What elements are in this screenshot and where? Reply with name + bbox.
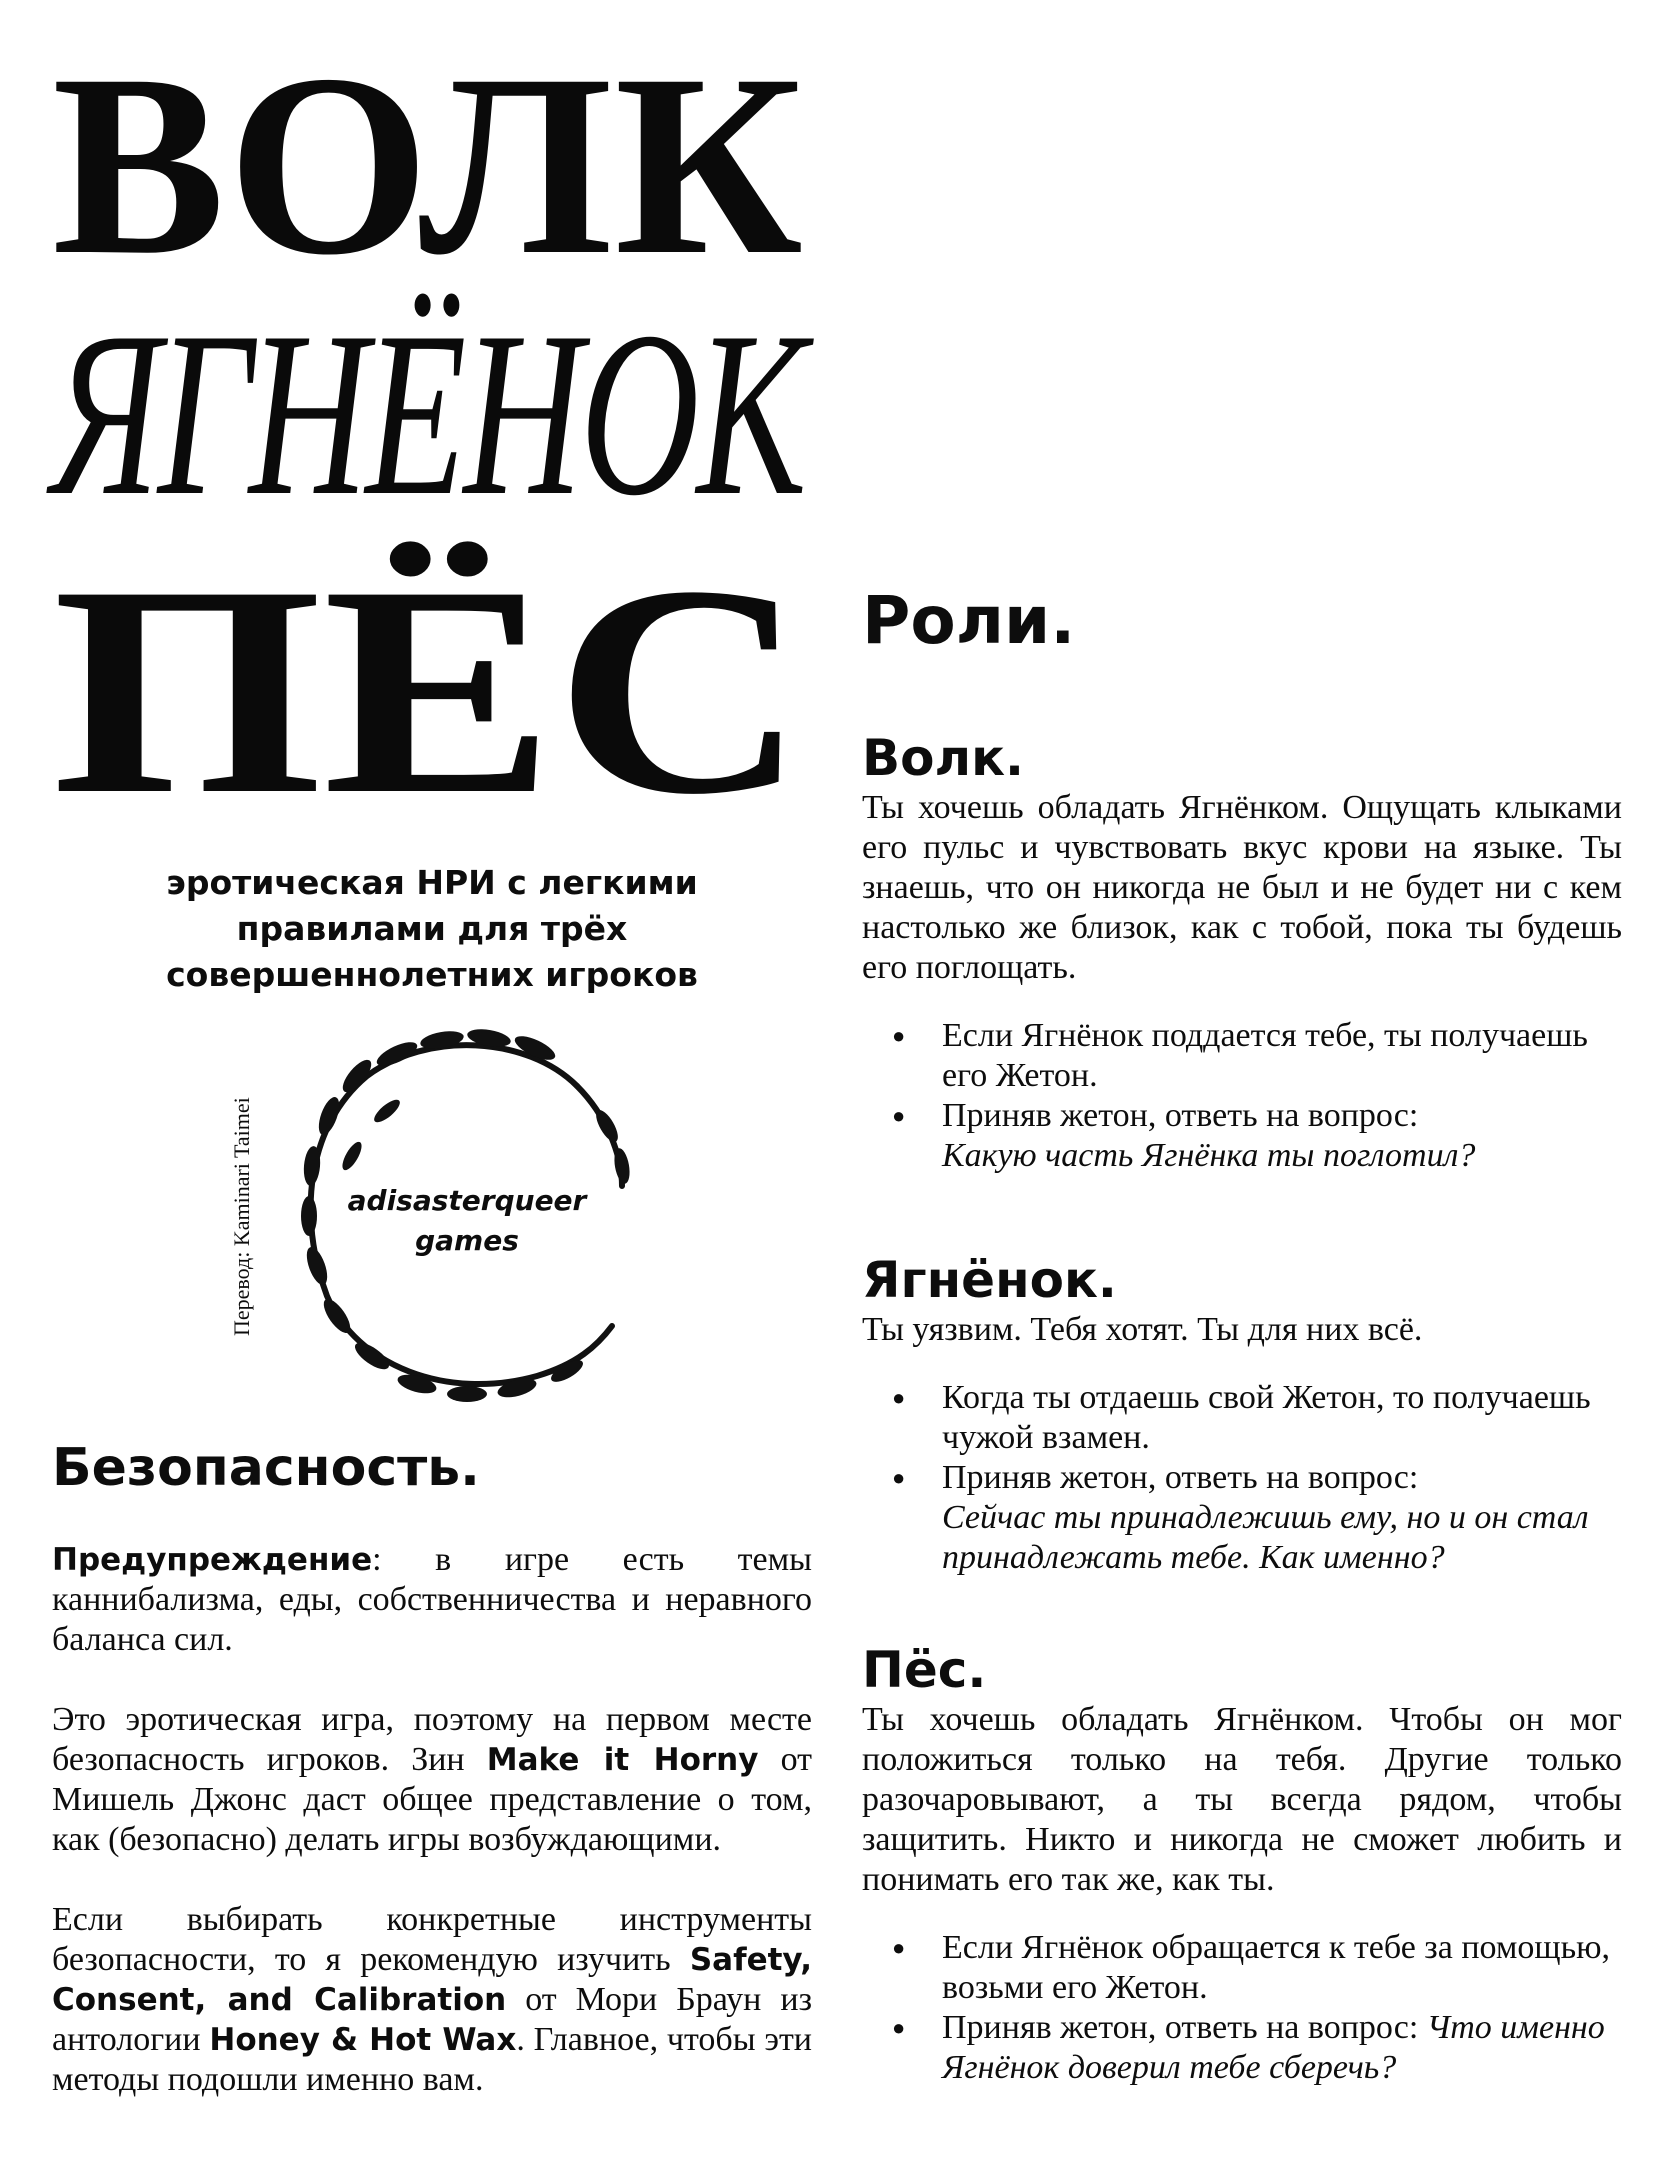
role-question: Сейчас ты принадлежишь ему, но и он стал принадлежать тебе. Как именно? [942, 1499, 1589, 1576]
rule-item [942, 1096, 1622, 1176]
text-span: от Мори Браун из антологии [52, 1981, 812, 2058]
publisher-name-line: games [415, 1224, 519, 1257]
text-span: от Мишель Джонс даст общее представление о том, как (безопасно) делать игры возбуждающими. [52, 1741, 812, 1858]
translator-credit: Перевод: Kaminari Taimei [229, 1097, 254, 1336]
safety-paragraph [52, 1540, 812, 1660]
rule-item: ● Когда ты отдаешь свой Жетон, то получаешь чужой взамен. [942, 1378, 1622, 1458]
rule-item [942, 1458, 1622, 1578]
zine-title: Make it Horny [486, 1742, 759, 1778]
rule-item [942, 2008, 1622, 2088]
title-lamb: ЯГНЁНОК [52, 284, 804, 545]
subtitle-line: эротическая НРИ с легкими [166, 863, 698, 902]
roles-heading: Роли. [862, 582, 1076, 659]
rule-item: ● Если Ягнёнок поддается тебе, ты получаешь его Жетон. [942, 1016, 1622, 1096]
text-span: . Главное, чтобы эти методы подошли именно вам. [52, 2021, 812, 2098]
text-span: Если выбирать конкретные инструменты безопасности, то я рекомендую изучить [52, 1901, 812, 1978]
role-rules [862, 1378, 1622, 1578]
publisher-name-line: adisasterqueer [347, 1184, 587, 1217]
subtitle-line: правилами для трёх [236, 909, 628, 948]
text-span: Приняв жетон, ответь на вопрос: [942, 1459, 1419, 1496]
safety-paragraph [52, 1900, 812, 2100]
subtitle [52, 860, 812, 998]
text-span: : в игре есть темы каннибализма, еды, собственничества и неравного баланса сил. [52, 1541, 812, 1658]
subtitle-line: совершеннолетних игроков [166, 955, 698, 994]
safety-heading: Безопасность. [52, 1438, 480, 1498]
role-description: Ты хочешь обладать Ягнёнком. Ощущать клыками его пульс и чувствовать вкус крови на языке. Ты знаешь, что он никогда не был и не будет ни с кем настолько же близок, как с тобой, пока ты будешь его поглощать. [862, 789, 1622, 986]
publisher-logo [229, 1016, 657, 1426]
title-dog: ПЁС [52, 524, 807, 856]
safety-section [52, 1436, 812, 2100]
role-name: Волк. [862, 729, 1025, 787]
role-description: Ты хочешь обладать Ягнёнком. Чтобы он мог положиться только на тебя. Другие только разочаровывают, а ты всегда рядом, чтобы защитить. Никто и никогда не сможет любить и понимать его так же, как ты. [862, 1701, 1622, 1898]
anthology-title: Honey & Hot Wax [209, 2022, 517, 2058]
role-question: Что именно Ягнёнок доверил тебе сберечь? [942, 2009, 1605, 2086]
text-span: Приняв жетон, ответь на вопрос: [942, 2009, 1427, 2046]
role-description: Ты уязвим. Тебя хотят. Ты для них всё. [862, 1311, 1423, 1348]
role-dog [862, 1640, 1622, 2088]
role-rules [862, 1928, 1622, 2088]
role-question: Какую часть Ягнёнка ты поглотил? [942, 1137, 1476, 1174]
text-span: Приняв жетон, ответь на вопрос: [942, 1097, 1419, 1134]
publisher-name [337, 1181, 597, 1261]
warning-label: Предупреждение [52, 1542, 373, 1578]
rule-item: ● Если Ягнёнок обращается к тебе за помощью, возьми его Жетон. [942, 1928, 1622, 2008]
role-name: Ягнёнок. [862, 1251, 1117, 1309]
safety-paragraph [52, 1700, 812, 1860]
left-column [52, 21, 812, 2100]
text-span: Это эротическая игра, поэтому на первом месте безопасность игроков. Зин [52, 1701, 812, 1778]
role-rules [862, 1016, 1622, 1176]
role-lamb [862, 1250, 1622, 1578]
role-wolf [862, 728, 1622, 1176]
tool-title: Safety, Consent, and Calibration [52, 1942, 812, 2018]
title-wolf: ВОЛК [52, 21, 805, 309]
role-name: Пёс. [862, 1641, 987, 1699]
